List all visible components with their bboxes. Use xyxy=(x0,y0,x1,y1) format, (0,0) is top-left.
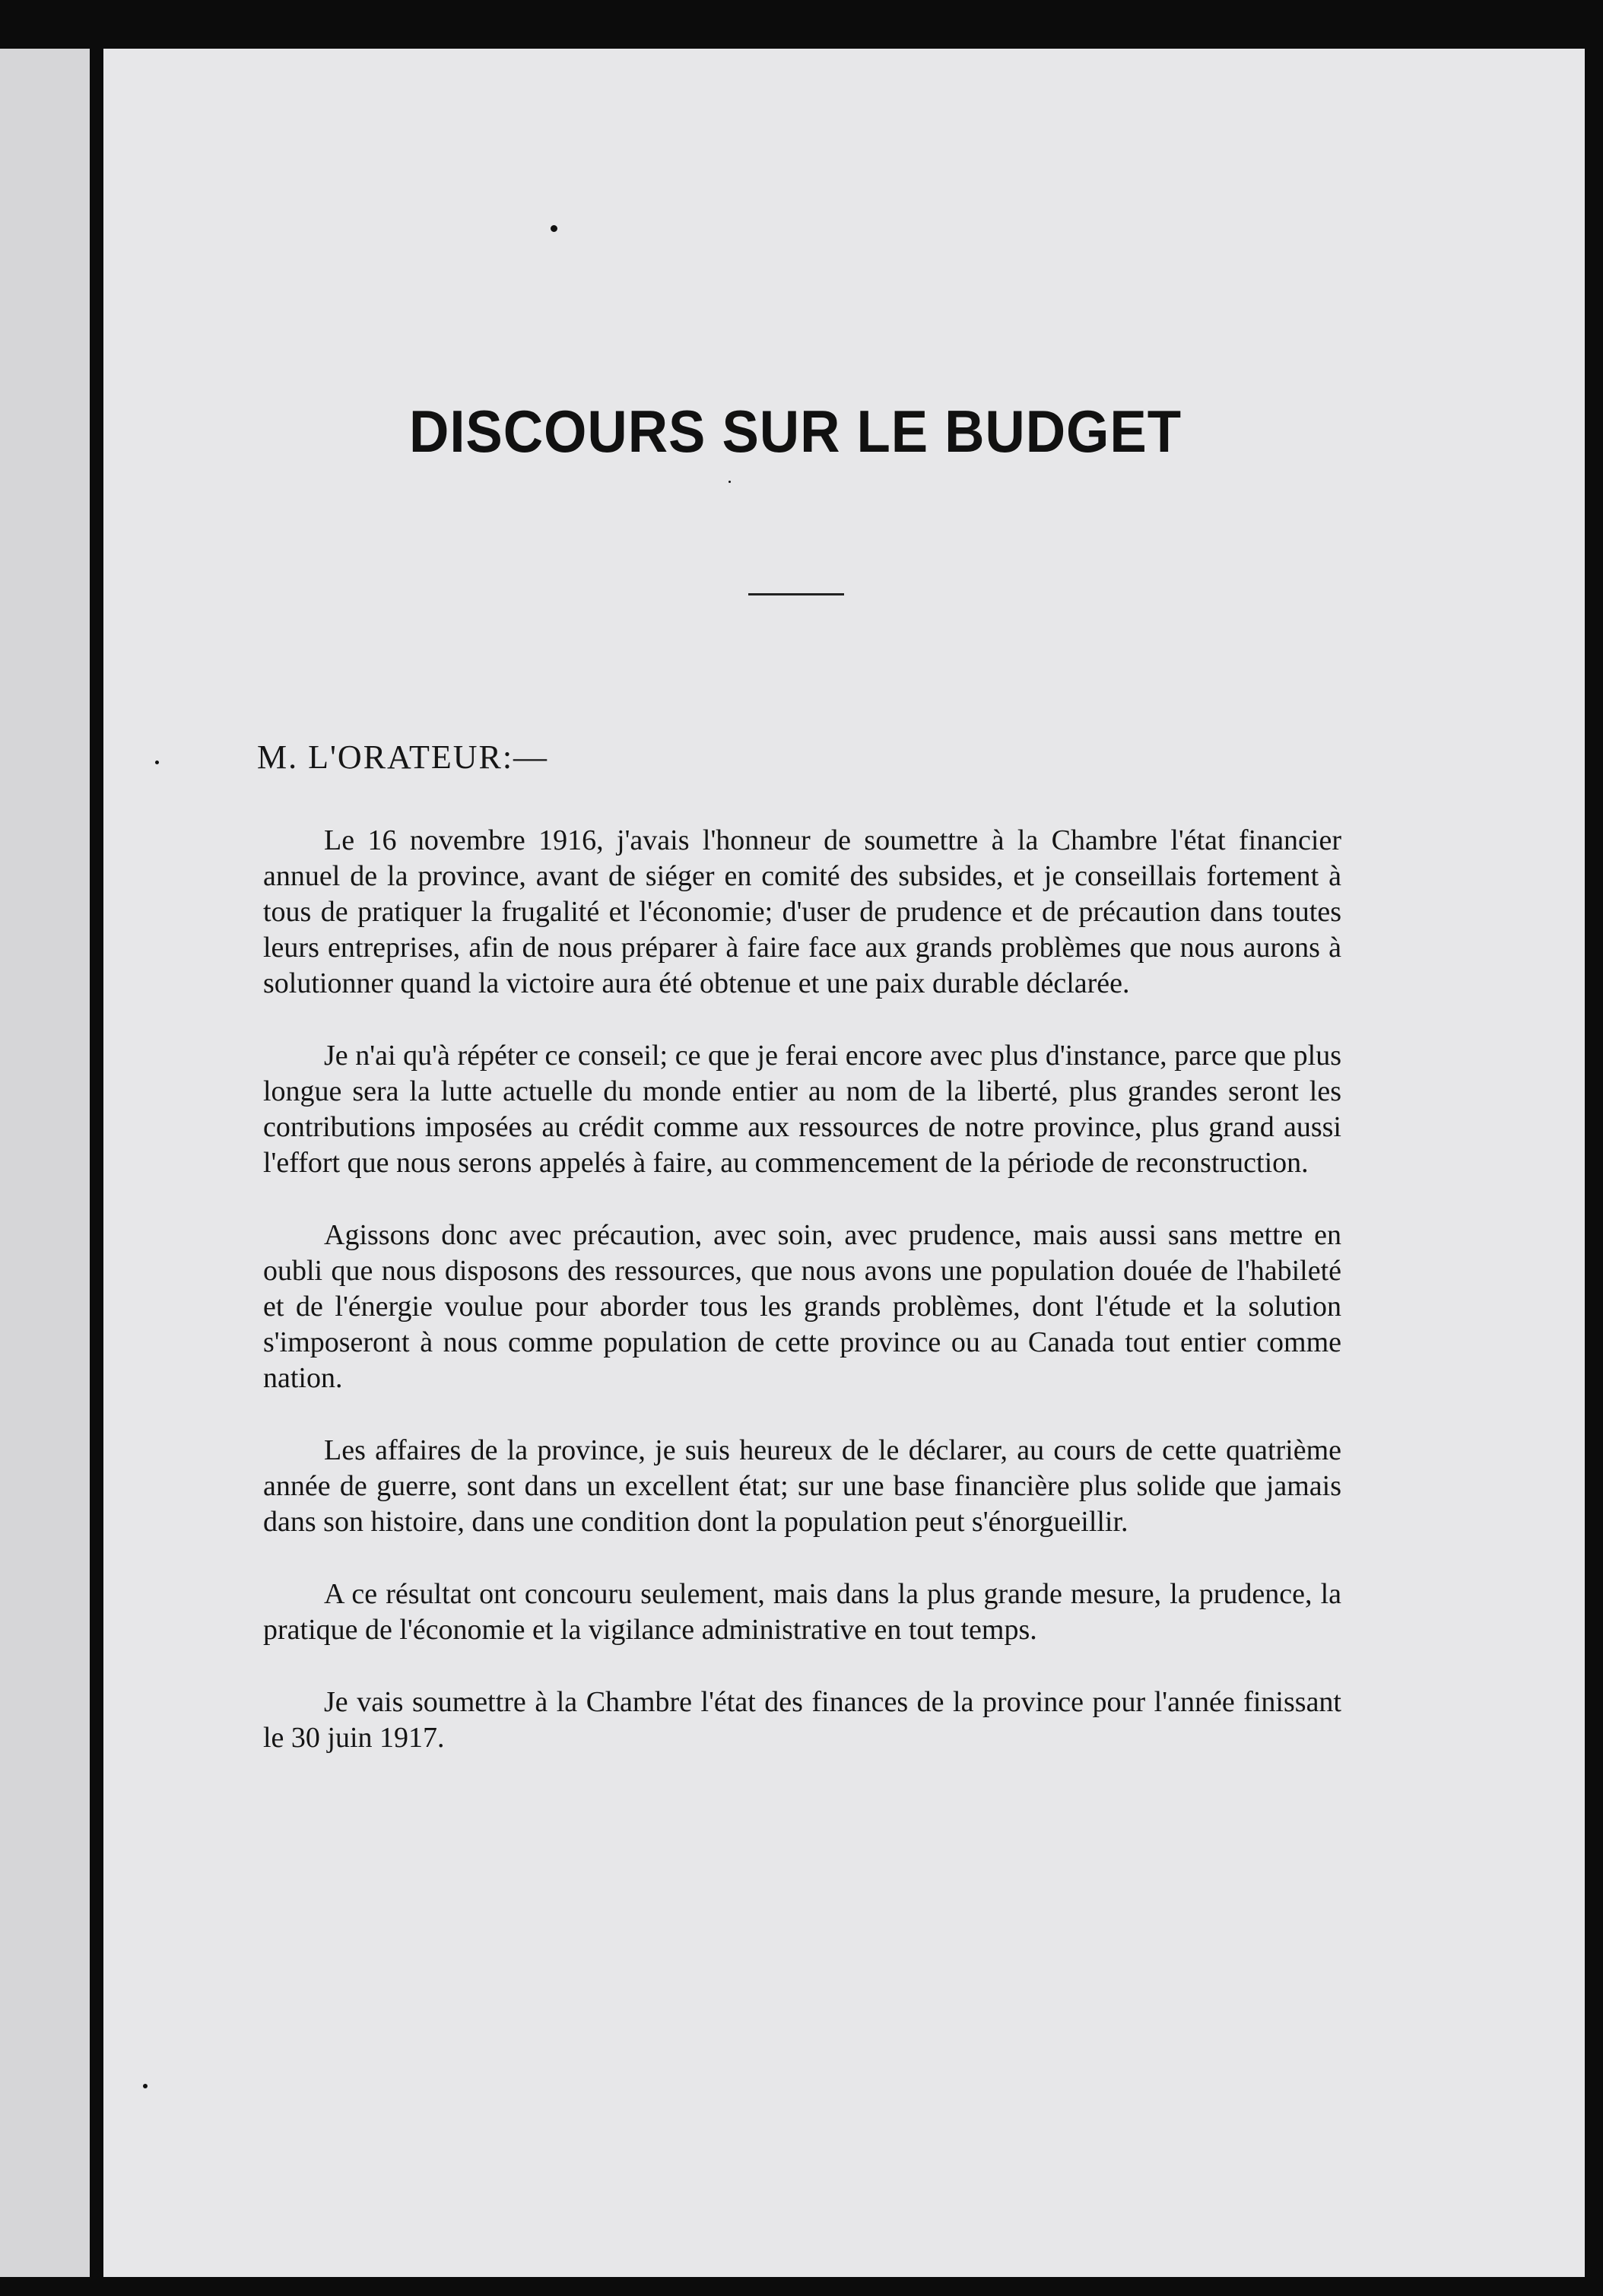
paragraph: Agissons donc avec précaution, avec soin, avec prudence, mais aussi sans mettre en oubli que nous disposons des ressources, que nous avons une population douée de l'habileté et de l'énergie voulue pour aborder tous les grands problèmes, dont l'étude et la solution s'imposeront à nous comme population de cette province ou au Canada tout entier comme nation. xyxy=(263,1219,1341,1394)
ink-speck xyxy=(728,481,731,483)
ink-speck xyxy=(551,225,557,232)
document-page xyxy=(103,49,1585,2277)
title-divider xyxy=(748,593,844,595)
ink-speck xyxy=(155,761,159,764)
body-text xyxy=(263,823,1341,1793)
document-title: DISCOURS SUR LE BUDGET xyxy=(409,398,1182,465)
paragraph: Le 16 novembre 1916, j'avais l'honneur de soumettre à la Chambre l'état financier annuel de la province, avant de siéger en comité des subsides, et je conseillais fortement à tous de pratiquer la frugalité et l'économie; d'user de prudence et de précaution dans toutes leurs entreprises, afin de nous préparer à faire face aux grands problèmes que nous aurons à solutionner quand la victoire aura été obtenue et une paix durable déclarée. xyxy=(263,824,1341,999)
salutation: M. L'ORATEUR:— xyxy=(257,738,549,776)
left-page-edge xyxy=(0,49,90,2277)
paragraph: A ce résultat ont concouru seulement, mais dans la plus grande mesure, la prudence, la pratique de l'économie et la vigilance administrative en tout temps. xyxy=(263,1578,1341,1646)
paragraph: Les affaires de la province, je suis heureux de le déclarer, au cours de cette quatrième année de guerre, sont dans un excellent état; sur une base financière plus solide que jamais dans son histoire, dans une condition dont la population peut s'énorgueillir. xyxy=(263,1434,1341,1538)
paragraph: Je vais soumettre à la Chambre l'état des finances de la province pour l'année finissant le 30 juin 1917. xyxy=(263,1686,1341,1754)
ink-speck xyxy=(143,2084,148,2088)
paragraph: Je n'ai qu'à répéter ce conseil; ce que je ferai encore avec plus d'instance, parce que plus longue sera la lutte actuelle du monde entier au nom de la liberté, plus grandes seront les contributions imposées au crédit comme aux ressources de notre province, plus grand aussi l'effort que nous serons appelés à faire, au commencement de la période de reconstruction. xyxy=(263,1040,1341,1179)
